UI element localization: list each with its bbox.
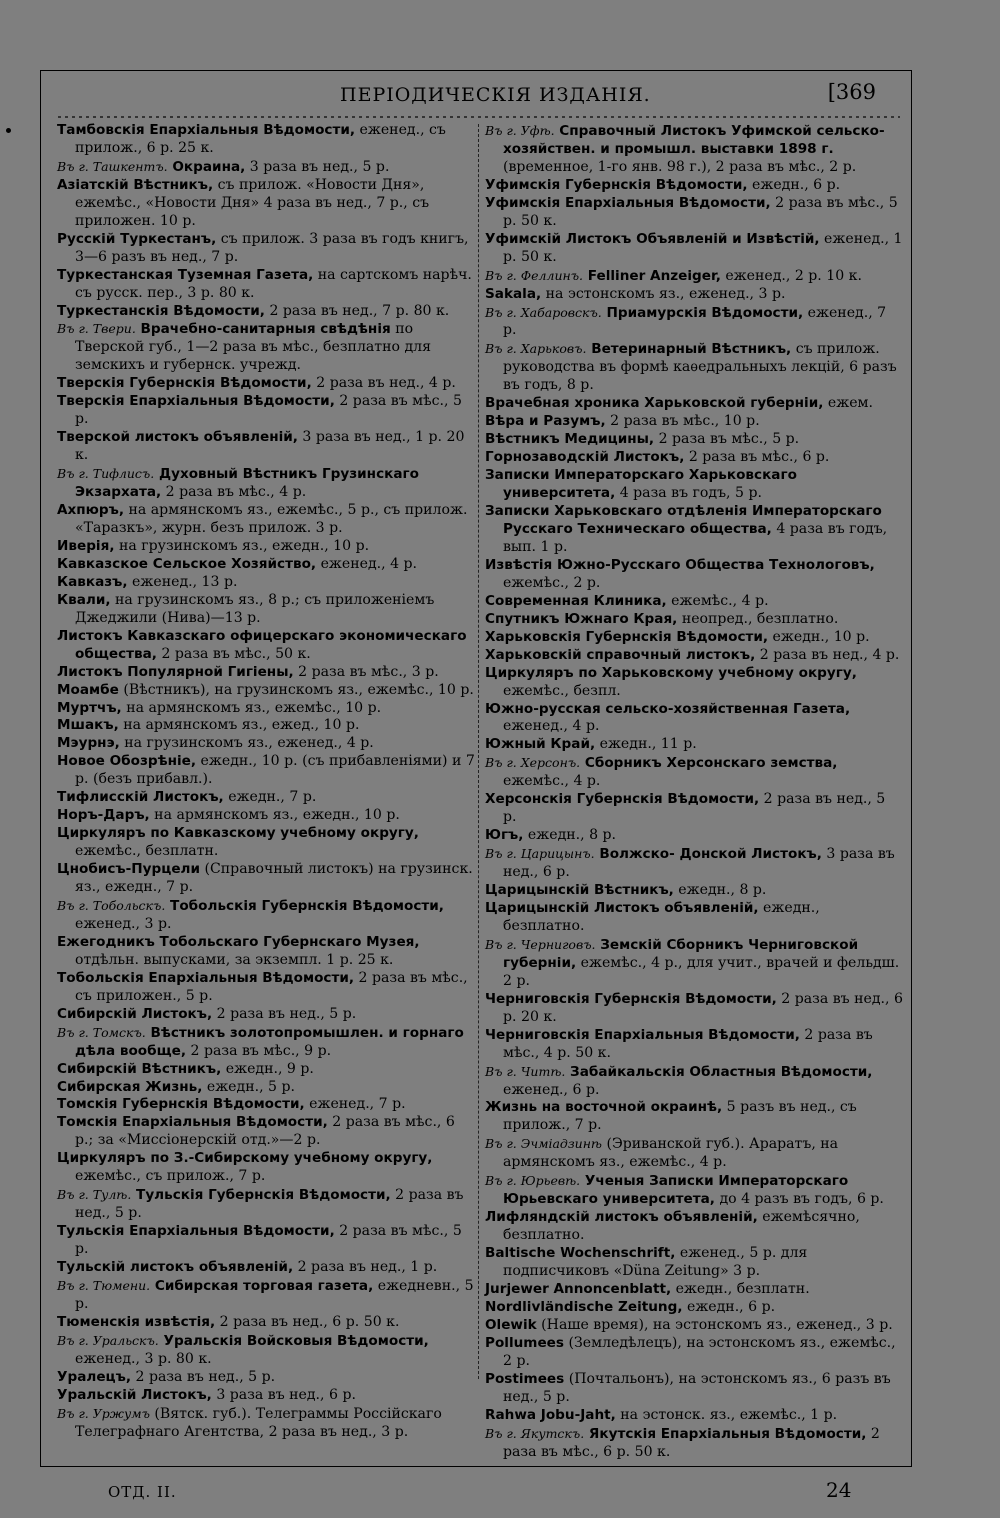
periodical-entry [57, 1314, 477, 1332]
entry-details: 2 раза въ мѣс., 5 р. [75, 393, 462, 428]
entry-city: Въ г. Юрьевѣ. [485, 1173, 581, 1189]
entry-title: Харьковскій справочный листокъ, [485, 646, 756, 663]
entry-details: 2 раза въ мѣс., 5 р. [75, 1223, 462, 1258]
entry-details: ежемѣс., 4 р. [666, 592, 769, 609]
entry-title: Мшакъ, [57, 717, 119, 734]
periodical-entry [57, 592, 477, 628]
entry-details: 2 раза въ мѣс., 50 к. [156, 645, 311, 662]
periodical-entry [57, 807, 477, 825]
periodical-entry [485, 122, 903, 177]
page-number: [369 [827, 80, 876, 104]
entry-title: Тульскія Епархіальныя Вѣдомости, [57, 1223, 335, 1240]
periodical-entry [57, 393, 477, 429]
entry-city: Въ г. Херсонъ. [485, 755, 581, 771]
entry-title: Уфимскія Епархіальныя Вѣдомости, [485, 194, 771, 211]
entry-title: Херсонскія Губернскія Вѣдомости, [485, 791, 760, 808]
entry-details: еженед., 4 р. [503, 718, 600, 735]
entry-title: Jurjewer Annoncenblatt, [485, 1281, 672, 1297]
periodical-entry [485, 1209, 903, 1245]
entry-details: 2 раза въ мѣс., 4 р. 50 к. [503, 1026, 873, 1061]
entry-title: Записки Харьковскаго отдѣленія Императорскаго Русскаго Техническаго общества, [485, 503, 882, 537]
periodical-entry [485, 431, 903, 449]
entry-details: ежедн., 11 р. [595, 736, 697, 753]
entry-details: неопред., безплатно. [677, 610, 839, 627]
periodical-entry [57, 1150, 477, 1186]
page-mark [6, 128, 11, 133]
entry-details: 2 раза въ нед., 6 р. 50 к. [215, 1313, 400, 1330]
entry-details: еженед., 3 р. 80 к. [75, 1350, 212, 1367]
entry-title: Уральскія Войсковыя Вѣдомости, [158, 1332, 429, 1349]
entry-details: на грузинскомъ яз., ежедн., 10 р. [114, 537, 370, 554]
periodical-entry [485, 177, 903, 195]
entry-details: на грузинскомъ яз., еженед., 4 р. [119, 735, 374, 752]
periodical-entry [57, 1387, 477, 1405]
entry-details: (Наше время), на эстонскомъ яз., еженед., 3 р. [536, 1316, 893, 1333]
periodical-entry [57, 970, 477, 1006]
entry-title: Уфимскія Губернскія Вѣдомости, [485, 176, 748, 193]
entry-title: Забайкальскія Областныя Вѣдомости, [565, 1063, 873, 1080]
entry-city: Въ г. Уржумъ [57, 1405, 150, 1421]
entry-details: ежедн., 10 р. [768, 628, 870, 645]
periodical-entry [485, 791, 903, 827]
periodical-entry [485, 827, 903, 845]
entry-details: (Эриванской губ.). Араратъ, на армянскомъ яз., ежемѣс., 4 р. [503, 1136, 839, 1171]
periodical-entry [485, 1099, 903, 1135]
entry-details: еженед., 6 р. [503, 1081, 600, 1098]
entry-city: Въ г. Хабаровскъ. [485, 304, 602, 320]
periodical-entry [485, 1135, 903, 1172]
entry-details: ежедн., безплатн. [671, 1281, 810, 1297]
entry-title: Тюменскія извѣстія, [57, 1313, 216, 1330]
entry-title: Томскія Губернскія Вѣдомости, [57, 1096, 305, 1113]
entry-details: ежедн., 8 р. [523, 827, 617, 844]
entry-details: 2 раза въ мѣс., 5 р. 50 к. [503, 194, 898, 229]
entry-details: еженед., 4 р. [316, 555, 418, 572]
right-column [485, 122, 903, 1462]
periodical-entry [485, 1245, 903, 1281]
entry-details: (временное, 1-го янв. 98 г.), 2 раза въ мѣс., 2 р. [503, 158, 857, 175]
entry-details: ежедн., 6 р. [747, 176, 841, 193]
periodical-entry [57, 177, 477, 231]
entry-details: еженед., 2 р. 10 к. [720, 267, 862, 284]
periodical-entry [485, 557, 903, 593]
entry-city: Въ г. Феллинъ. [485, 267, 584, 283]
periodical-entry [57, 700, 477, 718]
entry-details: 2 раза въ нед., 1 р. [293, 1259, 438, 1276]
entry-title: Уралецъ, [57, 1368, 132, 1385]
entry-title: Листокъ Популярной Гигіены, [57, 663, 294, 680]
entry-title: Сибирская Жизнь, [57, 1078, 203, 1095]
entry-details: ежедн., 8 р. [673, 882, 767, 899]
entry-details: ежедн., 6 р. [682, 1298, 776, 1315]
entry-details: до 4 разъ въ годъ, 6 р. [714, 1191, 884, 1208]
periodical-entry [57, 122, 477, 158]
periodical-entry [485, 231, 903, 267]
periodical-entry [485, 340, 903, 395]
periodical-entry [485, 736, 903, 754]
periodical-entry [485, 991, 903, 1027]
entry-title: Земскій Сборникъ Черниговской губерніи, [503, 936, 859, 971]
periodical-entry [485, 936, 903, 991]
periodical-entry [57, 628, 477, 664]
entry-details: ежемѣс., безпл. [503, 682, 621, 699]
entry-title: Врачебная хроника Харьковской губерніи, [485, 395, 824, 412]
entry-title: Туркестанскія Вѣдомости, [57, 302, 265, 319]
entry-city: Въ г. Уфѣ. [485, 123, 555, 138]
periodical-entry [485, 503, 903, 557]
periodical-entry [57, 375, 477, 393]
entry-title: Nordlivländische Zeitung, [485, 1298, 683, 1315]
entry-city: Въ г. Тифлисъ. [57, 466, 155, 482]
entry-title: Baltische Wochenschrift, [485, 1245, 676, 1262]
entry-title: Тобольскія Губернскія Вѣдомости, [165, 897, 444, 914]
entry-details: еженед., 1 р. 50 к. [503, 230, 903, 265]
entry-title: Харьковскія Губернскія Вѣдомости, [485, 628, 769, 645]
entry-details: ежемѣс., безплатн. [75, 843, 219, 860]
entry-city: Въ г. Читѣ. [485, 1063, 566, 1079]
entry-title: Тифлисскій Листокъ, [57, 789, 224, 806]
entry-details: 3 раза въ нед., 6 р. [211, 1386, 356, 1403]
entry-details: еженед., 7 р. [503, 304, 887, 339]
periodical-entry [485, 195, 903, 231]
entry-title: Горнозаводскій Листокъ, [485, 449, 685, 466]
periodical-entry [485, 701, 903, 737]
entry-details: на армянскомъ яз., ежемѣс., 10 р. [121, 699, 382, 716]
entry-details: еженед., 7 р. [304, 1096, 406, 1113]
entry-city: Въ г. Ташкентъ. [57, 158, 168, 174]
periodical-entry [485, 413, 903, 431]
entry-title: Циркуляръ по З.-Сибирскому учебному округу, [57, 1150, 433, 1167]
entry-details: еженед., съ прилож., 6 р. 25 к. [75, 122, 446, 156]
entry-title: Приамурскія Вѣдомости, [601, 304, 804, 321]
entry-details: 2 раза въ нед., 5 р. [212, 1005, 357, 1022]
entry-details: 2 раза въ нед., 6 р. 20 к. [503, 990, 903, 1025]
entry-title: Листокъ Кавказскаго офицерскаго экономическаго общества, [57, 627, 467, 662]
periodical-entry [57, 1024, 477, 1061]
periodical-entry [485, 882, 903, 900]
periodical-entry [57, 1006, 477, 1024]
entry-title: Тамбовскія Епархіальныя Вѣдомости, [57, 122, 356, 138]
periodical-entry [57, 320, 477, 375]
periodical-entry [485, 1063, 903, 1100]
periodical-entry [57, 1061, 477, 1079]
entry-title: Югъ, [485, 827, 524, 844]
entry-title: Врачебно-санитарныя свѣдѣнія [135, 321, 391, 338]
periodical-entry [57, 682, 477, 700]
entry-details: на эстонск. яз., ежемѣс., 1 р. [615, 1406, 838, 1423]
periodical-entry [57, 538, 477, 556]
entry-details: ежедн., безплатно. [503, 899, 820, 934]
entry-city: Въ г. Твери. [57, 321, 136, 337]
entry-title: Ежегодникъ Тобольскаго Губернскаго Музея, [57, 933, 420, 950]
entry-details: на армянскомъ яз., ежемѣс., 5 р., съ прилож. «Таразкъ», журн. безъ прилож. 3 р. [75, 502, 468, 536]
entry-title: Волжско- Донской Листокъ, [594, 846, 822, 863]
entry-details: ежем. [823, 395, 873, 412]
entry-title: Тверскія Губернскія Вѣдомости, [57, 375, 312, 392]
entry-details: 2 раза въ нед., 5 р. [75, 1187, 464, 1222]
periodical-entry [57, 574, 477, 592]
entry-details: еженед., 5 р. для подписчиковъ «Düna Zeitung» 3 р. [503, 1245, 808, 1280]
periodical-entry [57, 158, 477, 177]
periodical-entry [485, 449, 903, 467]
entry-title: Туркестанская Туземная Газета, [57, 266, 314, 283]
periodical-entry [57, 1277, 477, 1314]
entry-details: на армянскомъ яз., ежедн., 10 р. [149, 807, 400, 824]
periodical-entry [57, 1223, 477, 1259]
column-divider [478, 124, 479, 1379]
periodical-entry [57, 717, 477, 735]
periodical-entry [57, 1096, 477, 1114]
entry-details: ежемѣс., 4 р., для учит., врачей и фельдш. 2 р. [503, 954, 900, 989]
entry-details: 2 раза въ мѣс., съ приложен., 5 р. [75, 969, 468, 1004]
entry-details: еженед., 13 р. [127, 573, 238, 590]
entry-title: Черниговскія Епархіальныя Вѣдомости, [485, 1026, 800, 1043]
entry-title: Ветеринарный Вѣстникъ, [586, 341, 792, 358]
periodical-entry [57, 429, 477, 465]
entry-title: Felliner Anzeiger, [583, 267, 721, 284]
entry-title: Спутникъ Южнаго Края, [485, 610, 678, 627]
entry-details: 2 раза въ нед., 7 р. 80 к. [264, 302, 450, 319]
periodical-entry [485, 1407, 903, 1425]
entry-details: на грузинскомъ яз., 8 р.; съ приложеніемъ Джеджили (Нива)—13 р. [75, 591, 435, 626]
periodical-entry [57, 861, 477, 897]
entry-title: Жизнь на восточной окраинѣ, [485, 1099, 723, 1116]
entry-details: 3 раза въ нед., 1 р. 20 к. [75, 429, 465, 464]
entry-details: ежемѣс., 2 р. [503, 574, 601, 591]
entry-details: 2 раза въ нед., 4 р. [755, 646, 900, 663]
footer-sheet-number: 24 [826, 1478, 852, 1502]
entry-city: Въ г. Тулѣ. [57, 1187, 132, 1203]
entry-title: Сборникъ Херсонскаго земства, [580, 755, 838, 772]
periodical-entry [57, 735, 477, 753]
entry-details: на эстонскомъ яз., еженед., 3 р. [541, 285, 786, 302]
entry-title: Тверской листокъ объявленій, [57, 429, 298, 446]
entry-title: Томскія Епархіальныя Вѣдомости, [57, 1114, 328, 1131]
periodical-entry [485, 1425, 903, 1462]
periodical-entry [57, 556, 477, 574]
entry-title: Вѣстникъ золотопромышлен. и горнаго дѣла вообще, [75, 1024, 464, 1059]
periodical-entry [485, 267, 903, 286]
entry-title: Окраина, [167, 158, 246, 175]
periodical-entry [485, 467, 903, 503]
entry-title: Pollumees [485, 1334, 564, 1351]
periodical-entry [485, 1172, 903, 1209]
entry-details: на сартскомъ нарѣч. съ русск. пер., 3 р. 80 к. [75, 266, 472, 301]
entry-details: (Справочный листокъ) на грузинск. яз., ежедн., 7 р. [75, 861, 473, 896]
entry-title: Olewik [485, 1316, 537, 1333]
entry-city: Въ г. Эчміадзинѣ [485, 1136, 602, 1152]
entry-city: Въ г. Царицынъ. [485, 846, 595, 862]
entry-title: Тульскій листокъ объявленій, [57, 1259, 294, 1276]
entry-title: Черниговскія Губернскія Вѣдомости, [485, 990, 777, 1007]
periodical-entry [57, 1186, 477, 1223]
entry-details: 2 раза въ мѣс., 9 р. [186, 1042, 332, 1059]
entry-title: Норъ-Даръ, [57, 807, 150, 824]
page-header [40, 80, 912, 116]
entry-city: Въ г. Тюмени. [57, 1278, 151, 1293]
periodical-entry [57, 1332, 477, 1369]
periodical-entry [485, 1027, 903, 1063]
entry-title: Сибирская торговая газета, [150, 1278, 374, 1294]
entry-details: 3 раза въ нед., 5 р. [245, 158, 390, 175]
entry-title: Ученыя Записки Императорскаго Юрьевскаго университета, [503, 1173, 849, 1208]
periodical-entry [57, 1114, 477, 1150]
entry-details: 3 раза въ нед., 6 р. [503, 846, 895, 881]
entry-details: 2 раза въ нед., 5 р. [503, 791, 886, 826]
entry-details: 2 раза въ мѣс., 6 р. [684, 449, 830, 466]
entry-details: ежедн., 9 р. [221, 1060, 314, 1077]
entry-title: Сибирскій Листокъ, [57, 1005, 213, 1022]
entry-title: Ахпюръ, [57, 502, 125, 519]
entry-title: Тобольскія Епархіальныя Вѣдомости, [57, 969, 355, 986]
entry-details: ежемѣсячно, безплатно. [503, 1209, 860, 1244]
periodical-entry [57, 1079, 477, 1097]
entry-title: Кавказское Сельское Хозяйство, [57, 555, 317, 572]
entry-title: Тульскія Губернскія Вѣдомости, [131, 1187, 391, 1204]
entry-details: ежедн., 10 р. (съ прибавленіями) и 7 р. (безъ прибавл.). [75, 753, 475, 788]
entry-title: Тверскія Епархіальныя Вѣдомости, [57, 393, 335, 410]
entry-title: Извѣстія Южно-Русскаго Общества Технологовъ, [485, 556, 875, 573]
entry-title: Иверія, [57, 537, 115, 554]
periodical-entry [485, 395, 903, 413]
entry-details: ежедн., 5 р. [202, 1078, 295, 1095]
entry-title: Postimees [485, 1370, 565, 1387]
entry-details: (Почтальонъ), на эстонскомъ яз., 6 разъ въ нед., 5 р. [503, 1370, 891, 1405]
entry-details: съ прилож. 3 раза въ годъ книгъ, 3—6 разъ въ нед., 7 р. [75, 230, 469, 265]
entry-details: на армянскомъ яз., ежед., 10 р. [118, 717, 360, 734]
footer-section: ОТД. II. [108, 1483, 177, 1501]
entry-details: 2 раза въ нед., 4 р. [311, 375, 456, 392]
periodical-entry [57, 502, 477, 538]
entry-details: ежедн., 7 р. [223, 789, 317, 806]
entry-title: Лифляндскій листокъ объявленій, [485, 1209, 758, 1226]
entry-title: Циркуляръ по Кавказскому учебному округу, [57, 825, 419, 842]
entry-city: Въ г. Харьковъ. [485, 341, 587, 357]
entry-title: Современная Клиника, [485, 592, 667, 609]
entry-title: Русскій Туркестанъ, [57, 230, 217, 247]
entry-details: съ прилож. руководства въ формѣ каѳедральныхъ лекцій, 6 разъ въ годъ, 8 р. [503, 341, 897, 394]
periodical-entry [57, 1405, 477, 1442]
entry-title: Южный Край, [485, 736, 596, 753]
entry-details: 2 раза въ мѣс., 4 р. [161, 484, 307, 501]
periodical-entry [57, 303, 477, 321]
periodical-entry [485, 665, 903, 701]
entry-details: съ прилож. «Новости Дня», ежемѣс., «Новости Дня» 4 раза въ нед., 7 р., съ приложен. 10 р. [75, 176, 430, 229]
entry-title: Кавказъ, [57, 573, 128, 590]
entry-title: Духовный Вѣстникъ Грузинскаго Экзархата, [75, 466, 419, 501]
periodical-entry [57, 1259, 477, 1277]
entry-title: Мэурнэ, [57, 735, 120, 752]
entry-city: Въ г. Уральскъ. [57, 1332, 159, 1348]
periodical-entry [485, 1335, 903, 1371]
entry-details: отдѣльн. выпусками, за экземпл. 1 р. 25 к. [75, 951, 394, 968]
entry-title: Справочный Листокъ Уфимской сельско-хозяйствен. и промышл. выставки 1898 г. [503, 123, 885, 157]
entry-city: Въ г. Якутскъ. [485, 1425, 585, 1441]
entry-details: 4 раза въ годъ, вып. 1 р. [503, 520, 888, 555]
header-rule [58, 116, 900, 118]
entry-details: еженед., 3 р. [75, 915, 172, 932]
page-title: ПЕРІОДИЧЕСКІЯ ИЗДАНІЯ. [340, 84, 651, 106]
entry-title: Муртчъ, [57, 699, 122, 716]
entry-title: Записки Императорскаго Харьковскаго университета, [485, 467, 797, 502]
periodical-entry [57, 465, 477, 502]
entry-details: (Земледѣлецъ), на эстонскомъ яз., ежемѣс., 2 р. [503, 1334, 896, 1369]
periodical-entry [57, 1369, 477, 1387]
entry-title: Царицынскій Листокъ объявленій, [485, 899, 759, 916]
entry-title: Сибирскій Вѣстникъ, [57, 1060, 222, 1077]
entry-details: ежедневн., 5 р. [75, 1278, 474, 1312]
entry-title: Вѣстникъ Медицины, [485, 431, 655, 448]
periodical-entry [485, 647, 903, 665]
periodical-entry [485, 593, 903, 611]
entry-details: 2 раза въ нед., 5 р. [131, 1368, 276, 1385]
entry-details: 5 разъ въ нед., съ прилож., 7 р. [503, 1099, 857, 1134]
entry-title: Квали, [57, 591, 111, 608]
entry-title: Sakala, [485, 285, 542, 302]
periodical-entry [57, 789, 477, 807]
periodical-entry [485, 611, 903, 629]
entry-city: Въ г. Тобольскъ. [57, 897, 166, 913]
periodical-entry [485, 754, 903, 791]
entry-details: ежемѣс., 4 р. [503, 773, 601, 790]
entry-title: Азіатскій Вѣстникъ, [57, 176, 214, 193]
periodical-entry [57, 934, 477, 970]
entry-details: 2 раза въ мѣс., 6 р.; за «Миссіонерскій отд.»—2 р. [75, 1114, 455, 1149]
periodical-entry [485, 629, 903, 647]
periodical-entry [57, 897, 477, 934]
entry-title: Моамбе [57, 681, 119, 698]
periodical-entry [57, 267, 477, 303]
entry-title: Цнобисъ-Пурцели [57, 861, 201, 878]
entry-title: Циркуляръ по Харьковскому учебному округу, [485, 664, 857, 681]
left-column [57, 122, 477, 1442]
entry-details: по Тверской губ., 1—2 раза въ мѣс., безплатно для земскихъ и губернск. учрежд. [75, 321, 431, 374]
periodical-entry [485, 900, 903, 936]
periodical-entry [485, 286, 903, 304]
entry-title: Новое Обозрѣніе, [57, 753, 197, 770]
periodical-entry [485, 1281, 903, 1299]
entry-city: Въ г. Черниговъ. [485, 936, 596, 952]
periodical-entry [485, 1299, 903, 1317]
entry-title: Уральскій Листокъ, [57, 1386, 212, 1403]
entry-details: 2 раза въ мѣс., 3 р. [293, 663, 439, 680]
entry-title: Якутскія Епархіальныя Вѣдомости, [584, 1425, 867, 1442]
entry-title: Rahwa Jobu-Jaht, [485, 1406, 616, 1423]
entry-title: Царицынскій Вѣстникъ, [485, 882, 674, 899]
periodical-entry [485, 304, 903, 341]
entry-title: Южно-русская сельско-хозяйственная Газета, [485, 700, 851, 717]
periodical-entry [485, 1317, 903, 1335]
entry-title: Уфимскій Листокъ Объявленій и Извѣстій, [485, 230, 820, 247]
entry-details: 2 раза въ мѣс., 6 р. 50 к. [503, 1425, 880, 1460]
entry-city: Въ г. Томскъ. [57, 1024, 146, 1040]
periodical-entry [57, 231, 477, 267]
entry-details: 4 раза въ годъ, 5 р. [615, 485, 762, 502]
periodical-entry [485, 845, 903, 882]
entry-details: (Вѣстникъ), на грузинскомъ яз., ежемѣс., 10 р. [118, 681, 474, 698]
entry-details: ежемѣс., съ прилож., 7 р. [75, 1168, 266, 1185]
periodical-entry [485, 1371, 903, 1407]
entry-details: 2 раза въ мѣс., 10 р. [605, 413, 760, 430]
entry-details: 2 раза въ мѣс., 5 р. [654, 431, 800, 448]
entry-details: (Вятск. губ.). Телеграммы Россійскаго Телеграфнаго Агентства, 2 раза въ нед., 3 р. [75, 1405, 442, 1440]
periodical-entry [57, 753, 477, 789]
entry-title: Вѣра и Разумъ, [485, 413, 606, 430]
periodical-entry [57, 664, 477, 682]
periodical-entry [57, 825, 477, 861]
